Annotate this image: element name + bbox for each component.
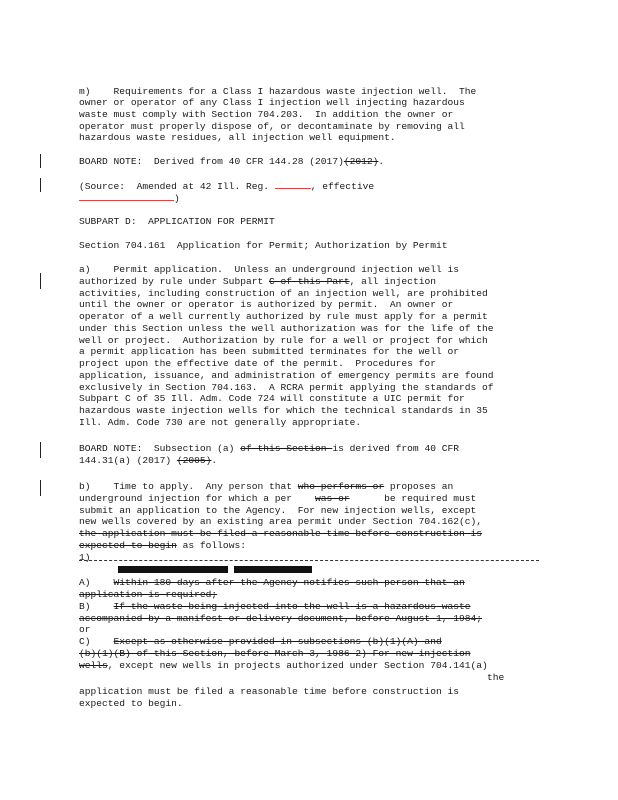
paragraph-m-line: m) Requirements for a Class I hazardous waste injection well. The: [79, 86, 477, 97]
paragraph-a-line: until the owner or operator is authorized by permit. An owner or: [79, 299, 454, 310]
paragraph-a-line: authorized by rule under Subpart C of this Part, all injection: [79, 276, 436, 287]
paragraph-a-line: hazardous waste injection wells for which the technical standards in 35: [79, 405, 488, 416]
board-note: BOARD NOTE: Subsection (a) of this Section is derived from 40 CFR: [79, 443, 459, 454]
paragraph-a-line: application, issuance, and administration of emergency permits are found: [79, 370, 494, 381]
paragraph-m-line: hazardous waste residues, all injection well equipment.: [79, 132, 396, 143]
paragraph-b-line: underground injection for which a per was or be required must: [79, 493, 477, 504]
source-note-line2: ): [79, 192, 180, 205]
subpart-heading: SUBPART D: APPLICATION FOR PERMIT: [79, 216, 275, 227]
item-b-line: B) If the waste being injected into the well is a hazardous waste: [79, 601, 471, 612]
item-c-line: (b)(1)(B) of this Section, before March 3, 1986 2) For new injection: [79, 648, 471, 659]
inserted-text-rule: [79, 560, 539, 561]
item-c-line: wells, except new wells in projects authorized under Section 704.141(a): [79, 660, 488, 671]
paragraph-b-line: b) Time to apply. Any person that who performs or proposes an: [79, 481, 454, 492]
item-a-line: application is required;: [79, 589, 218, 600]
item-a-line: A) Within 180 days after the Agency notifies such person that an: [79, 577, 465, 588]
board-note: BOARD NOTE: Derived from 40 CFR 144.28 (2017)(2012).: [79, 156, 385, 167]
paragraph-b-line: submit an application to the Agency. For new injection wells, except: [79, 505, 477, 516]
redacted-inserted-text: [118, 564, 312, 576]
paragraph-a-line: well or project. Authorization by rule for a well or project for which: [79, 335, 488, 346]
paragraph-a-line: a permit application has been submitted terminates for the well or: [79, 346, 459, 357]
item-b-line: accompanied by a manifest or delivery document, before August 1, 1984;: [79, 613, 483, 624]
paragraph-a-line: exclusively in Section 704.163. A RCRA permit applying the standards of: [79, 382, 494, 393]
revision-bar: [40, 273, 41, 289]
paragraph-b-line: new wells covered by an existing area permit under Section 704.162(c),: [79, 516, 483, 527]
item-c-line: C) Except as otherwise provided in subsections (b)(1)(A) and: [79, 636, 442, 647]
section-heading: Section 704.161 Application for Permit; Authorization by Permit: [79, 240, 448, 251]
item-b-line: or: [79, 624, 91, 635]
paragraph-a-line: activities, including construction of an injection well, are prohibited: [79, 288, 488, 299]
closing-line: expected to begin.: [79, 698, 183, 709]
closing-line: application must be filed a reasonable time before construction is: [79, 686, 459, 697]
paragraph-a-line: project upon the effective date of the permit. Procedures for: [79, 358, 436, 369]
item-c-line: the: [487, 672, 505, 683]
paragraph-a-line: a) Permit application. Unless an underground injection well is: [79, 264, 459, 275]
blank-effective-date-field: [79, 192, 174, 201]
paragraph-m-line: waste must comply with Section 704.203. In addition the owner or: [79, 109, 454, 120]
paragraph-b-line: the application must be filed a reasonable time before construction is: [79, 528, 483, 539]
paragraph-m-line: owner or operator of any Class I injection well injecting hazardous: [79, 97, 465, 108]
board-note-line2: 144.31(a) (2017) (2005).: [79, 455, 218, 466]
redaction-block: [234, 566, 312, 573]
revision-bar: [40, 442, 41, 458]
redaction-block: [118, 566, 228, 573]
blank-register-field: [275, 180, 311, 189]
revision-bar: [40, 178, 41, 192]
paragraph-a-line: Subpart C of 35 Ill. Adm. Code 724 will constitute a UIC permit for: [79, 393, 465, 404]
revision-bar: [40, 480, 41, 496]
paragraph-b-line: expected to begin as follows:: [79, 540, 246, 551]
paragraph-a-line: operator of a well currently authorized by rule must apply for a permit: [79, 311, 488, 322]
paragraph-b-line: 1): [79, 552, 91, 563]
paragraph-m-line: operator must properly dispose of, or decontaminate by removing all: [79, 121, 465, 132]
source-note: (Source: Amended at 42 Ill. Reg. , effective: [79, 181, 375, 192]
paragraph-a-line: under this Section unless the well authorization was for the life of the: [79, 323, 494, 334]
paragraph-a-line: Ill. Adm. Code 730 are not generally appropriate.: [79, 417, 362, 428]
revision-bar: [40, 154, 41, 168]
